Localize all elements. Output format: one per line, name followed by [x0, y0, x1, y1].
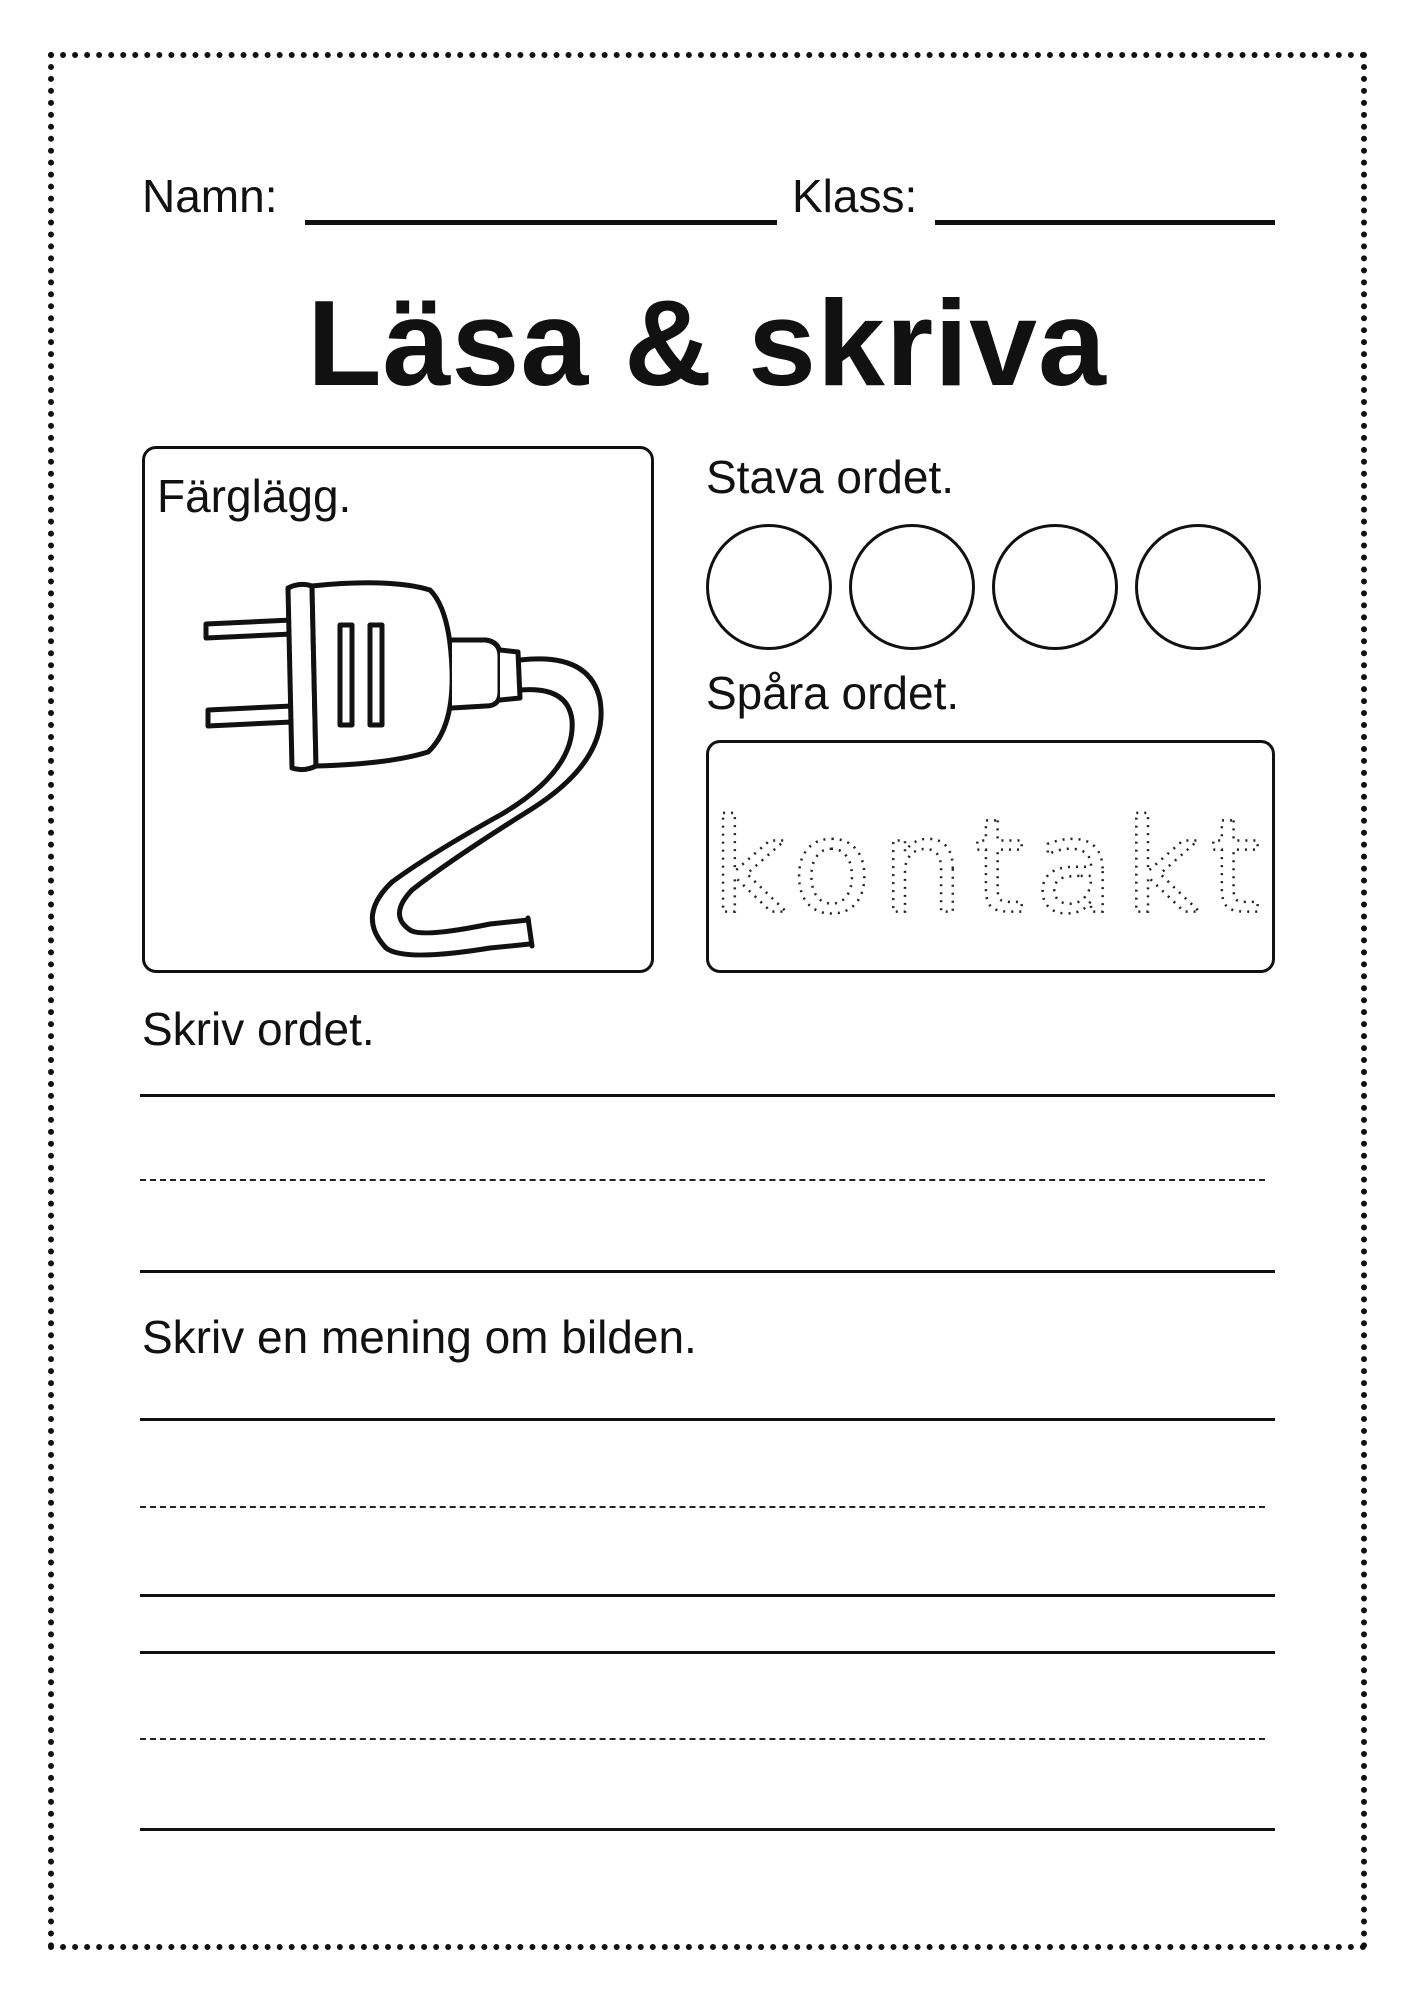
page-title: Läsa & skriva: [307, 275, 1107, 411]
write-sentence-instruction: Skriv en mening om bilden.: [142, 1311, 697, 1363]
spell-instruction: Stava ordet.: [706, 451, 955, 503]
write-line-top[interactable]: [140, 1651, 1275, 1654]
write-line-top[interactable]: [140, 1418, 1275, 1421]
trace-instruction: Spåra ordet.: [706, 667, 960, 719]
trace-word-text: kontakt: [711, 790, 1271, 943]
write-line-top[interactable]: [140, 1094, 1275, 1097]
write-line-middle[interactable]: [140, 1506, 1265, 1508]
letter-circle[interactable]: [992, 524, 1118, 650]
write-line-bottom[interactable]: [140, 1270, 1275, 1273]
color-instruction: Färglägg.: [157, 470, 352, 522]
write-line-middle[interactable]: [140, 1738, 1265, 1740]
electric-plug-icon[interactable]: [160, 560, 630, 960]
trace-word[interactable]: [708, 748, 1274, 980]
class-label: Klass:: [792, 170, 918, 222]
letter-circle[interactable]: [1135, 524, 1261, 650]
write-line-bottom[interactable]: [140, 1828, 1275, 1831]
class-line[interactable]: [935, 220, 1275, 225]
name-line[interactable]: [305, 220, 777, 225]
write-word-instruction: Skriv ordet.: [142, 1003, 375, 1055]
write-line-middle[interactable]: [140, 1179, 1265, 1181]
write-line-bottom[interactable]: [140, 1594, 1275, 1597]
name-label: Namn:: [142, 170, 278, 222]
letter-circle[interactable]: [849, 524, 975, 650]
letter-circle[interactable]: [706, 524, 832, 650]
